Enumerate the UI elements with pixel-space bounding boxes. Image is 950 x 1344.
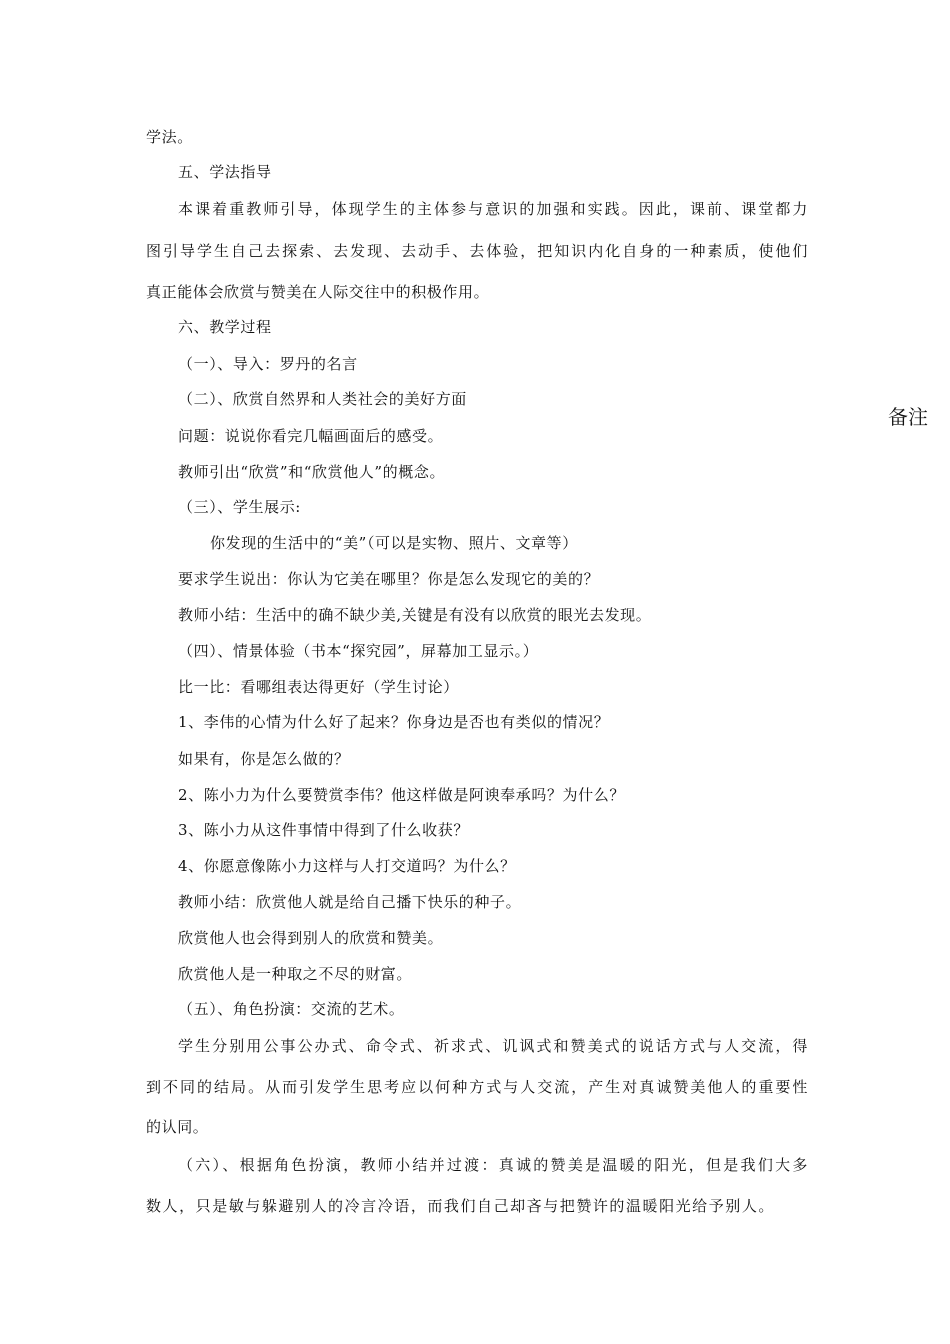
text-line-7: （一）、导入：罗丹的名言 bbox=[178, 355, 358, 373]
side-note-remarks: 备注 bbox=[888, 405, 928, 429]
text-line-13: 要求学生说出：你认为它美在哪里？你是怎么发现它的美的？ bbox=[178, 570, 600, 588]
text-line-30: 数人，只是敏与躲避别人的冷言冷语，而我们自己却吝与把赞许的温暖阳光给予别人。 bbox=[146, 1197, 774, 1215]
text-line-3: 本课着重教师引导，体现学生的主体参与意识的加强和实践。因此，课前、课堂都力 bbox=[178, 200, 808, 218]
text-line-5: 真正能体会欣赏与赞美在人际交往中的积极作用。 bbox=[146, 283, 490, 301]
text-line-28: 的认同。 bbox=[146, 1118, 209, 1136]
text-line-25: （五）、角色扮演：交流的艺术。 bbox=[178, 1000, 405, 1018]
text-line-24: 欣赏他人是一种取之不尽的财富。 bbox=[178, 965, 413, 983]
section-heading-teaching-process: 六、教学过程 bbox=[178, 318, 272, 336]
text-line-18: 如果有，你是怎么做的？ bbox=[178, 750, 350, 768]
text-line-27: 到不同的结局。从而引发学生思考应以何种方式与人交流，产生对真诚赞美他人的重要性 bbox=[146, 1078, 808, 1096]
text-line-12: 你发现的生活中的“美”（可以是实物、照片、文章等） bbox=[210, 534, 578, 552]
text-line-15: （四）、情景体验（书本“探究园”，屏幕加工显示。） bbox=[178, 642, 539, 660]
text-line-17: 1、李伟的心情为什么好了起来？你身边是否也有类似的情况？ bbox=[178, 713, 610, 731]
text-line-10: 教师引出“欣赏”和“欣赏他人”的概念。 bbox=[178, 463, 446, 481]
text-line-22: 教师小结：欣赏他人就是给自己播下快乐的种子。 bbox=[178, 893, 522, 911]
text-line-23: 欣赏他人也会得到别人的欣赏和赞美。 bbox=[178, 929, 444, 947]
text-line-21: 4、你愿意像陈小力这样与人打交道吗？为什么？ bbox=[178, 857, 516, 875]
text-line-16: 比一比：看哪组表达得更好（学生讨论） bbox=[178, 678, 459, 696]
text-line-11: （三）、学生展示: bbox=[178, 498, 301, 516]
text-line-1: 学法。 bbox=[146, 128, 193, 146]
text-line-19: 2、陈小力为什么要赞赏李伟？他这样做是阿谀奉承吗？为什么？ bbox=[178, 786, 625, 804]
text-line-9: 问题：说说你看完几幅画面后的感受。 bbox=[178, 427, 444, 445]
text-line-20: 3、陈小力从这件事情中得到了什么收获？ bbox=[178, 821, 469, 839]
text-line-26: 学生分别用公事公办式、命令式、祈求式、讥讽式和赞美式的说话方式与人交流，得 bbox=[178, 1037, 808, 1055]
text-line-29: （六）、根据角色扮演，教师小结并过渡：真诚的赞美是温暖的阳光，但是我们大多 bbox=[178, 1156, 808, 1174]
text-line-14: 教师小结：生活中的确不缺少美,关键是有没有以欣赏的眼光去发现。 bbox=[178, 606, 652, 624]
section-heading-study-method: 五、学法指导 bbox=[178, 163, 272, 181]
text-line-4: 图引导学生自己去探索、去发现、去动手、去体验，把知识内化自身的一种素质，使他们 bbox=[146, 242, 808, 260]
text-line-8: （二）、欣赏自然界和人类社会的美好方面 bbox=[178, 390, 467, 408]
